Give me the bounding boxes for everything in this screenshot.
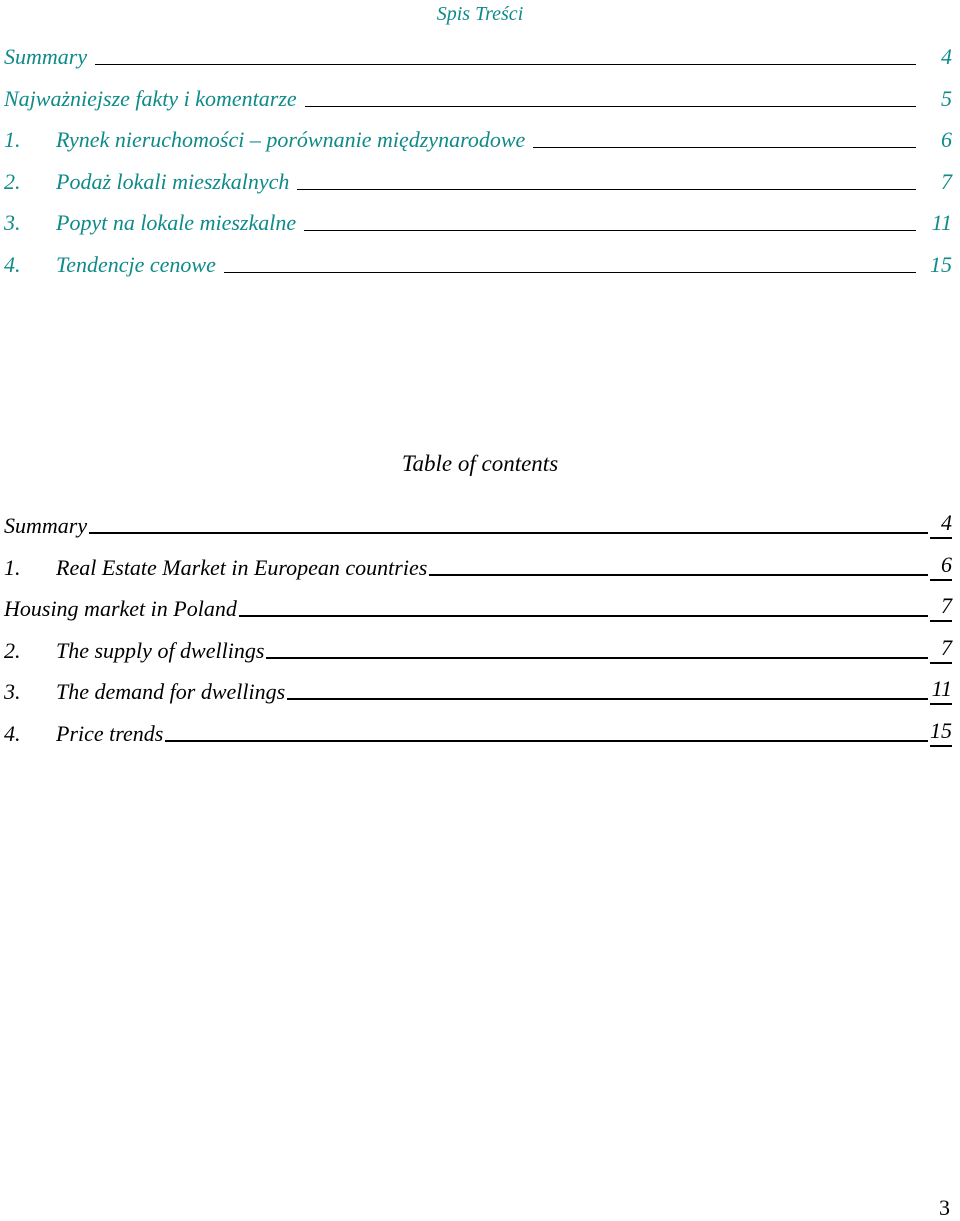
toc-entry-label: Price trends [56,721,164,746]
toc-leader-line [239,615,928,617]
toc-entry-page: 7 [930,595,952,622]
toc-leader-line [297,189,916,190]
toc-leader-line [224,272,916,273]
toc-entry-en-summary[interactable] [4,507,952,539]
toc-entry-number: 3. [4,210,21,235]
toc-entry-number: 2. [4,638,21,663]
toc-entry-page: 4 [941,44,952,69]
toc-entry-en-1[interactable] [4,549,952,581]
toc-entry-label: Rynek nieruchomości – porównanie międzynarodowe [56,127,526,152]
page-number: 3 [939,1195,950,1220]
toc-entry-label: Najważniejsze fakty i komentarze [4,86,297,111]
toc-entry-page: 6 [941,127,952,152]
toc-entry-pl-2[interactable] [4,163,952,195]
toc-entry-number: 4. [4,721,21,746]
toc-leader-line [165,740,928,742]
toc-leader-line [304,230,916,231]
toc-entry-en-2[interactable] [4,632,952,664]
toc-entry-pl-facts[interactable] [4,80,952,112]
toc-leader-line [95,64,916,65]
toc-entry-number: 2. [4,169,21,194]
toc-entry-en-3[interactable] [4,673,952,705]
toc-entry-label: Housing market in Poland [4,596,237,621]
toc-entry-label: Podaż lokali mieszkalnych [56,169,290,194]
toc-entry-number: 1. [4,555,21,580]
toc-entry-page: 4 [930,512,952,539]
toc-entry-page: 11 [930,678,952,705]
toc-entry-page: 15 [930,252,952,277]
toc-entry-label: Real Estate Market in European countries [56,555,428,580]
english-toc-title: Table of contents [401,451,559,476]
toc-entry-page: 7 [930,637,952,664]
toc-entry-pl-4[interactable] [4,246,952,278]
toc-leader-line [305,106,916,107]
toc-entry-en-housing-poland[interactable] [4,590,952,622]
toc-leader-line [89,532,928,534]
toc-entry-page: 15 [930,720,952,747]
polish-toc-title: Spis Treści [436,3,524,25]
toc-entry-number: 3. [4,679,21,704]
toc-entry-page: 7 [941,169,952,194]
toc-entry-page: 11 [931,210,952,235]
toc-leader-line [533,147,916,148]
toc-entry-number: 4. [4,252,21,277]
toc-entry-label: The demand for dwellings [56,679,286,704]
toc-entry-pl-3[interactable] [4,204,952,236]
toc-entry-label: Popyt na lokale mieszkalne [56,210,297,235]
toc-entry-label: Tendencje cenowe [56,252,216,277]
toc-leader-line [429,574,928,576]
toc-leader-line [266,657,928,659]
toc-leader-line [287,698,928,700]
toc-entry-label: Summary [4,44,88,69]
toc-entry-label: Summary [4,513,88,538]
toc-entry-en-4[interactable] [4,715,952,747]
toc-entry-page: 6 [930,554,952,581]
toc-entry-number: 1. [4,127,21,152]
toc-entry-page: 5 [941,86,952,111]
toc-entry-pl-1[interactable] [4,121,952,153]
toc-entry-label: The supply of dwellings [56,638,265,663]
toc-entry-pl-summary[interactable] [4,38,952,70]
